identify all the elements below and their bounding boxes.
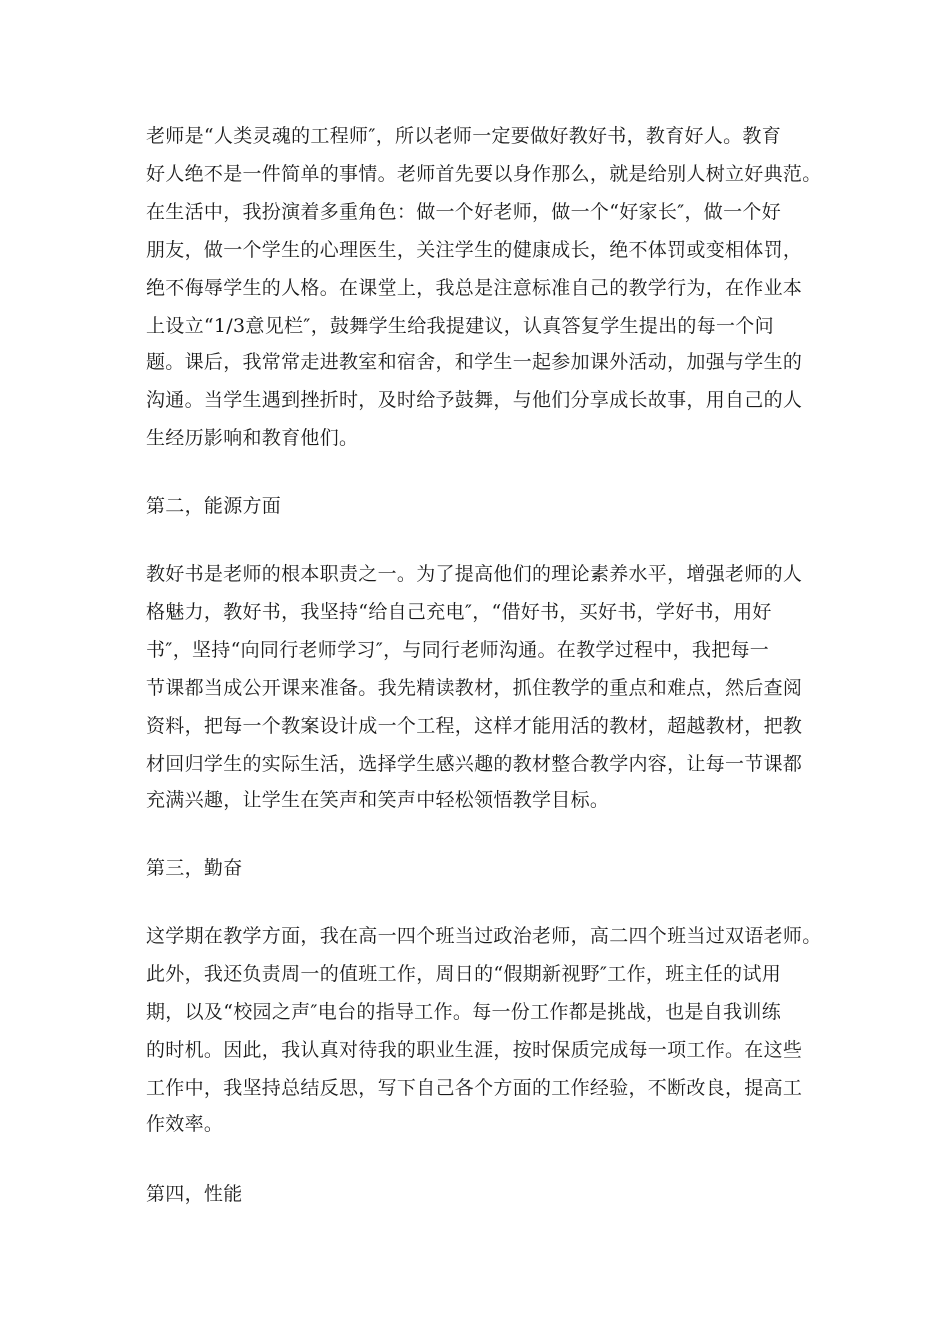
paragraph-line: 节课都当成公开课来准备。我先精读教材，抓住教学的重点和难点，然后查阅 bbox=[146, 677, 803, 699]
paragraph-line: 好人绝不是一件简单的事情。老师首先要以身作那么，就是给别人树立好典范。 bbox=[146, 163, 822, 185]
paragraph-line: 教好书是老师的根本职责之一。为了提高他们的理论素养水平，增强老师的人 bbox=[146, 563, 803, 585]
paragraph-line: 沟通。当学生遇到挫折时，及时给予鼓舞，与他们分享成长故事，用自己的人 bbox=[146, 389, 803, 411]
paragraph-line: 材回归学生的实际生活，选择学生感兴趣的教材整合教学内容，让每一节课都 bbox=[146, 753, 803, 775]
section-heading: 第四，性能 bbox=[146, 1183, 243, 1205]
paragraph-line: 生经历影响和教育他们。 bbox=[146, 427, 359, 449]
paragraph-line: 书″，坚持“向同行老师学习″，与同行老师沟通。在教学过程中，我把每一 bbox=[146, 639, 770, 661]
section-heading: 第二，能源方面 bbox=[146, 495, 282, 517]
paragraph-line: 上设立“1/3意见栏″，鼓舞学生给我提建议，认真答复学生提出的每一个问 bbox=[146, 315, 774, 337]
paragraph-line: 此外，我还负责周一的值班工作，周日的“假期新视野″工作，班主任的试用 bbox=[146, 963, 782, 985]
section-heading: 第三，勤奋 bbox=[146, 857, 243, 879]
paragraph-line: 作效率。 bbox=[146, 1113, 224, 1135]
paragraph-line: 绝不侮辱学生的人格。在课堂上，我总是注意标准自己的教学行为，在作业本 bbox=[146, 277, 803, 299]
paragraph-line: 资料，把每一个教案设计成一个工程，这样才能用活的教材，超越教材，把教 bbox=[146, 715, 803, 737]
paragraph-line: 工作中，我坚持总结反思，写下自己各个方面的工作经验，不断改良，提高工 bbox=[146, 1077, 803, 1099]
paragraph-line: 朋友，做一个学生的心理医生，关注学生的健康成长，绝不体罚或变相体罚， bbox=[146, 239, 803, 261]
paragraph-line: 题。课后，我常常走进教室和宿舍，和学生一起参加课外活动，加强与学生的 bbox=[146, 351, 803, 373]
paragraph-line: 的时机。因此，我认真对待我的职业生涯，按时保质完成每一项工作。在这些 bbox=[146, 1039, 803, 1061]
paragraph-line: 老师是“人类灵魂的工程师″，所以老师一定要做好教好书，教育好人。教育 bbox=[146, 125, 782, 147]
paragraph-line: 充满兴趣，让学生在笑声和笑声中轻松领悟教学目标。 bbox=[146, 789, 610, 811]
paragraph-line: 在生活中，我扮演着多重角色：做一个好老师，做一个“好家长″，做一个好 bbox=[146, 201, 782, 223]
paragraph-line: 期，以及“校园之声″电台的指导工作。每一份工作都是挑战，也是自我训练 bbox=[146, 1001, 782, 1023]
paragraph-line: 这学期在教学方面，我在高一四个班当过政治老师，高二四个班当过双语老师。 bbox=[146, 925, 822, 947]
paragraph-line: 格魅力，教好书，我坚持“给自己充电″，“借好书，买好书，学好书，用好 bbox=[146, 601, 772, 623]
